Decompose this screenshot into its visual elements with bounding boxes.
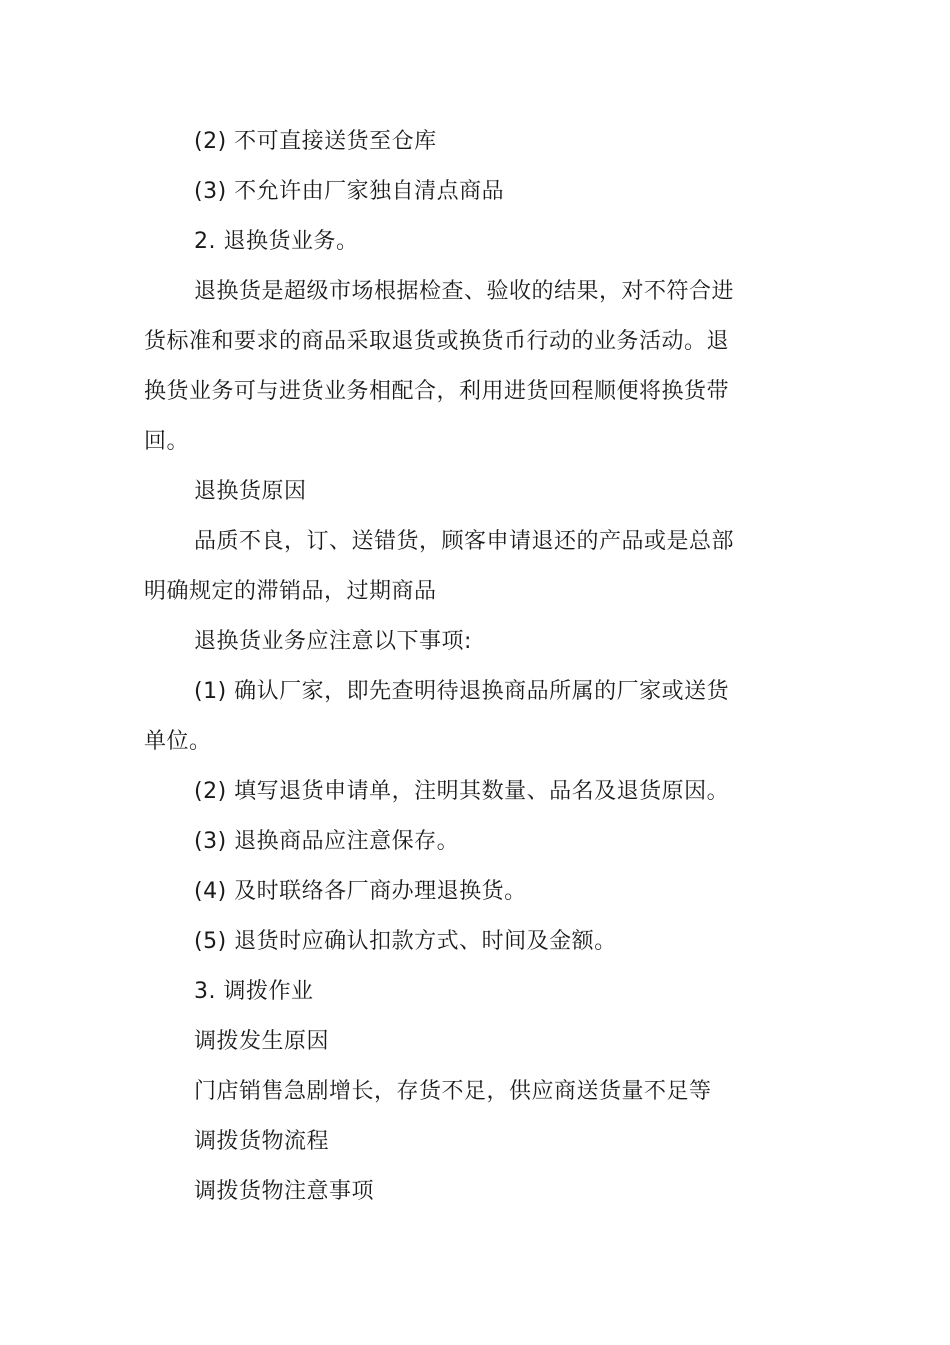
list-item-no-direct-delivery: (2) 不可直接送货至仓库 — [194, 129, 437, 154]
paragraph-line: 退换货是超级市场根据检查、验收的结果，对不符合进 — [194, 279, 735, 304]
paragraph-line: 换货业务可与进货业务相配合，利用进货回程顺便将换货带 — [144, 379, 730, 404]
list-item-store-goods: (3) 退换商品应注意保存。 — [194, 829, 460, 854]
paragraph-line: 门店销售急剧增长，存货不足，供应商送货量不足等 — [194, 1079, 712, 1104]
list-item-no-vendor-count: (3) 不允许由厂家独自清点商品 — [194, 179, 505, 204]
paragraph-line: 货标准和要求的商品采取退货或换货币行动的业务活动。退 — [144, 329, 730, 354]
list-item-confirm-deduction: (5) 退货时应确认扣款方式、时间及金额。 — [194, 929, 617, 954]
section-heading-returns: 2. 退换货业务。 — [194, 229, 359, 254]
subheading-transfer-notes: 调拨货物注意事项 — [194, 1179, 375, 1204]
section-heading-transfer: 3. 调拨作业 — [194, 979, 314, 1004]
list-item-fill-form: (2) 填写退货申请单，注明其数量、品名及退货原因。 — [194, 779, 730, 804]
subheading-transfer-reasons: 调拨发生原因 — [194, 1029, 330, 1054]
list-item-confirm-vendor: (1) 确认厂家，即先查明待退换商品所属的厂家或送货 — [194, 679, 730, 704]
subheading-return-reasons: 退换货原因 — [194, 479, 307, 504]
list-item-contact-vendors: (4) 及时联络各厂商办理退换货。 — [194, 879, 527, 904]
subheading-return-notes: 退换货业务应注意以下事项: — [194, 629, 472, 654]
subheading-transfer-process: 调拨货物流程 — [194, 1129, 330, 1154]
paragraph-line: 品质不良，订、送错货，顾客申请退还的产品或是总部 — [194, 529, 735, 554]
paragraph-line: 回。 — [144, 429, 190, 454]
paragraph-line: 明确规定的滞销品，过期商品 — [144, 579, 437, 604]
list-item-continuation: 单位。 — [144, 729, 212, 754]
